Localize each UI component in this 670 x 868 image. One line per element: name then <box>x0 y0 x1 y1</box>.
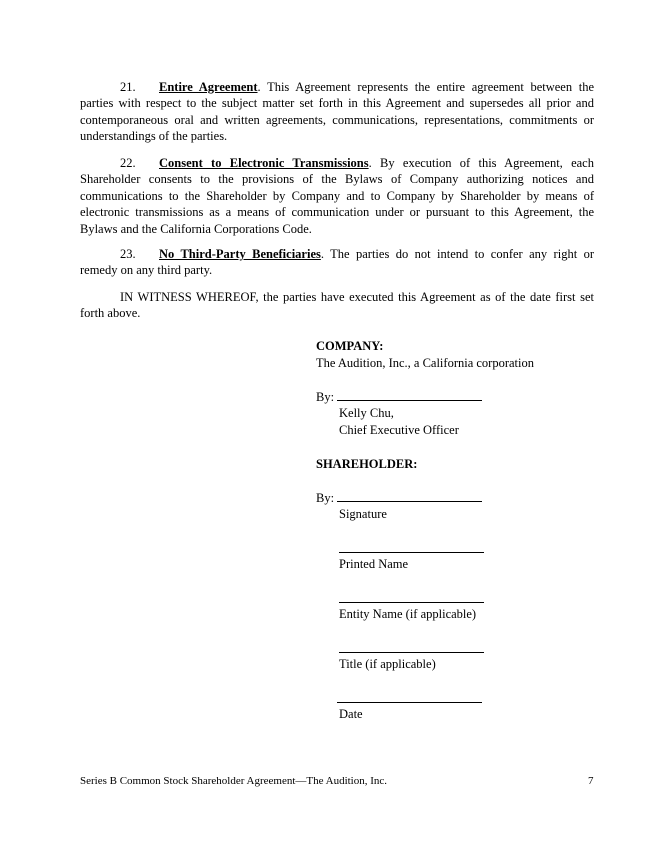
section-23-text: The parties do not intend to confer any right or remedy on any third party. <box>80 247 594 278</box>
section-21-heading: Entire Agreement <box>159 80 258 94</box>
section-22-number: 22. <box>120 156 136 170</box>
section-22-text: By execution of this Agreement, each Shareholder consents to the provisions of the Bylaws of Company authorizing notices and communications to the Shareholder by Company and to Company by Shareholder by means of electronic transmissions as a means of communication under or pursuant to this Agreement, the Bylaws and the California Corporations Code. <box>80 156 594 236</box>
witness-text: IN WITNESS WHEREOF, the parties have executed this Agreement as of the date first set forth above. <box>80 290 594 321</box>
company-name: The Audition, Inc., a California corporation <box>316 356 534 370</box>
entity-name-label: Entity Name (if applicable) <box>339 607 477 621</box>
company-signature-line[interactable] <box>337 388 482 401</box>
shareholder-signature-line[interactable] <box>337 489 482 502</box>
section-23-number: 23. <box>120 247 136 261</box>
section-21-text: This Agreement represents the entire agreement between the parties with respect to the subject matter set forth in this Agreement and supersedes all prior and contemporaneous oral and written agreements, communications, representations, commitments or understandings of the parties. <box>80 80 594 144</box>
section-21-number: 21. <box>120 80 136 94</box>
title-line[interactable] <box>339 652 484 653</box>
company-signer-name: Kelly Chu, <box>339 406 394 420</box>
printed-name-label: Printed Name <box>339 557 409 571</box>
date-line[interactable] <box>337 702 482 703</box>
section-22 <box>80 155 594 237</box>
witness-paragraph <box>80 289 594 322</box>
company-by-line <box>316 388 482 405</box>
section-23 <box>80 246 594 279</box>
printed-name-line[interactable] <box>339 552 484 553</box>
title-label: Title (if applicable) <box>339 657 436 671</box>
section-23-heading: No Third-Party Beneficiaries <box>159 247 321 261</box>
shareholder-by-label: By: <box>316 491 335 505</box>
page-number: 7 <box>588 775 594 787</box>
entity-name-line[interactable] <box>339 602 484 603</box>
company-label: COMPANY: <box>316 339 384 353</box>
shareholder-label: SHAREHOLDER: <box>316 457 418 471</box>
section-21 <box>80 79 594 145</box>
section-21-period: . <box>257 80 261 94</box>
section-22-heading: Consent to Electronic Transmissions <box>159 156 369 170</box>
company-by-label: By: <box>316 390 335 404</box>
shareholder-by-line <box>316 489 482 506</box>
date-label: Date <box>339 707 363 721</box>
section-23-period: . <box>320 247 324 261</box>
footer-title: Series B Common Stock Shareholder Agreement—The Audition, Inc. <box>80 775 388 787</box>
section-22-period: . <box>368 156 372 170</box>
company-signer-title: Chief Executive Officer <box>339 423 459 437</box>
signature-label: Signature <box>339 507 387 521</box>
